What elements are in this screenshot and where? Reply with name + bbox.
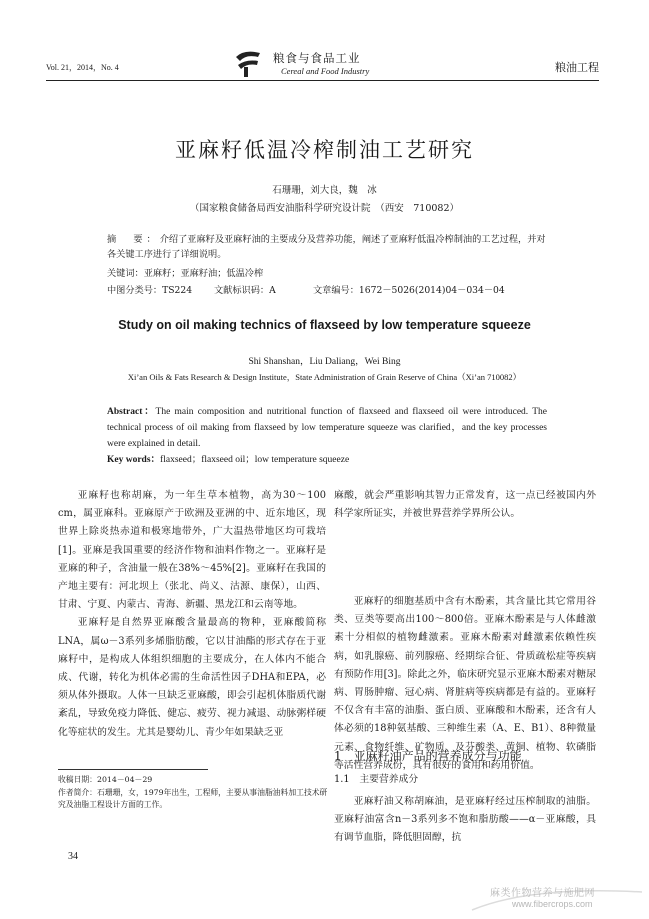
body-left-column: [58, 487, 326, 742]
abstract-cn: [107, 232, 547, 262]
affiliation-en: Xi’an Oils & Fats Research & Design Institute，State Administration of Grain Reserve of China（Xi’an 710082）: [127, 372, 522, 382]
body-paragraph: 亚麻籽也称胡麻，为一年生草本植物，高为30～100 cm，属亚麻科。亚麻原产于欧洲及亚洲的中、近东地区，现世界上除炎热赤道和极寒地带外，广大温热带地区均可栽培[1]。亚麻是我国重要的经济作物和油料作物之一。亚麻籽是亚麻的种子，含油量一般在38%～45%[2]。亚麻籽在我国的产地主要有：河北坝上（张北、尚义、沽源、康保），山西、甘肃、宁夏、内蒙古、青海、新疆、黑龙江和云南等地。: [58, 490, 326, 611]
received-date: 收稿日期：2014－04－29: [58, 775, 153, 784]
author-bio: 作者简介：石珊珊，女，1979年出生，工程师，主要从事油脂油料加工技术研究及油脂工程设计方面的工作。: [58, 787, 328, 809]
section-heading: 1 亚麻籽油产品的营养成分与功能: [334, 749, 522, 763]
watermark-url: www.fibercrops.com: [512, 899, 593, 909]
footnote: [58, 774, 330, 812]
document-code: 文献标识码：A: [214, 285, 276, 296]
article-number: 文章编号：1672－5026(2014)04－034－04: [313, 285, 505, 296]
keywords-en: [107, 451, 349, 465]
journal-logo: [232, 47, 264, 79]
subsection-heading: 1.1 主要营养成分: [334, 774, 419, 785]
page-number: 34: [68, 851, 78, 862]
watermark-text-cn: 麻类作物营养与施肥网: [490, 888, 595, 899]
journal-name-en: Cereal and Food Industry: [281, 66, 370, 76]
keywords-cn: 关键词：亚麻籽；亚麻籽油；低温冷榨: [107, 268, 264, 279]
keywords-en-label: Key words：: [107, 455, 161, 465]
header-rule: [46, 80, 599, 81]
authors-en: Shi Shanshan，Liu Daliang，Wei Bing: [248, 357, 401, 367]
abstract-en: [107, 404, 547, 452]
abstract-cn-text: 介绍了亚麻籽及亚麻籽油的主要成分及营养功能，阐述了亚麻籽低温冷榨制油的工艺过程，并对各关键工序进行了详细说明。: [107, 234, 546, 260]
paper-title-en: Study on oil making technics of flaxseed by low temperature squeeze: [118, 318, 531, 332]
paper-title-cn: 亚麻籽低温冷榨制油工艺研究: [175, 138, 474, 162]
authors-cn: 石珊珊，刘大良，魏 冰: [272, 185, 377, 196]
footnote-rule: [58, 769, 208, 770]
abstract-cn-label: 摘 要：: [107, 234, 160, 245]
body-paragraph: 麻酸，就会严重影响其智力正常发育，这一点已经被国内外科学家所证实，并被世界营养学界所公认。: [334, 490, 596, 520]
body-right-column-section: [334, 793, 596, 848]
body-paragraph: 亚麻籽油又称胡麻油，是亚麻籽经过压榨制取的油脂。亚麻籽油富含n－3系列多不饱和脂肪酸——α－亚麻酸，具有调节血脂，降低胆固醇，抗: [334, 796, 596, 844]
abstract-en-text: The main composition and nutritional function of flaxseed and flaxseed oil were introduced. The technical process of oil making from flaxseed by low temperature squeeze was clarified，and the key processes were explained in detail.: [107, 407, 547, 449]
body-paragraph: 亚麻籽是自然界亚麻酸含量最高的物种，亚麻酸简称LNA，属ω－3系列多烯脂肪酸，它以甘油酯的形式存在于亚麻籽中，是构成人体组织细胞的主要成分，在人体内不能合成、代谢，转化为机体必需的生命活性因子DHA和EPA，必须从体外摄取。人体一旦缺乏亚麻酸，即会引起机体脂质代谢紊乱，导致免疫力降低、健忘、疲劳、视力减退、动脉粥样硬化等症状的发生。尤其是婴幼儿、青少年如果缺乏亚: [58, 617, 326, 738]
abstract-en-label: Abstract：: [107, 407, 156, 417]
body-right-column: [334, 487, 596, 523]
journal-name-cn: 粮食与食品工业: [273, 51, 361, 65]
affiliation-cn: （国家粮食储备局西安油脂科学研究设计院 （西安 710082）: [189, 203, 460, 214]
section-label: 粮油工程: [555, 61, 599, 74]
body-paragraph: 亚麻籽的细胞基质中含有木酚素，其含量比其它常用谷类、豆类等要高出100～800倍。亚麻木酚素是与人体雌激素十分相似的植物雌激素。亚麻木酚素对雌激素依赖性疾病，如乳腺癌、前列腺癌、经期综合征、骨质疏松症等疾病有预防作用[3]。除此之外，临床研究显示亚麻木酚素对糖尿病、胃肠肿瘤、冠心病、肾脏病等疾病都是有益的。亚麻籽不仅含有丰富的油脂、蛋白质、亚麻酸和木酚素，还含有人体必须的18种氨基酸、三种维生素（A、E、B1）、8种微量元素、食物纤维、矿物质、及芬酸类、黄铜、植物、软磷脂等活性营养成份，具有很好的食用和药用价值。: [334, 596, 596, 771]
keywords-en-text: flaxseed；flaxseed oil；low temperature squeeze: [160, 455, 350, 465]
clc-number: 中图分类号：TS224: [107, 285, 193, 296]
volume-info: Vol. 21，2014，No. 4: [46, 63, 119, 72]
